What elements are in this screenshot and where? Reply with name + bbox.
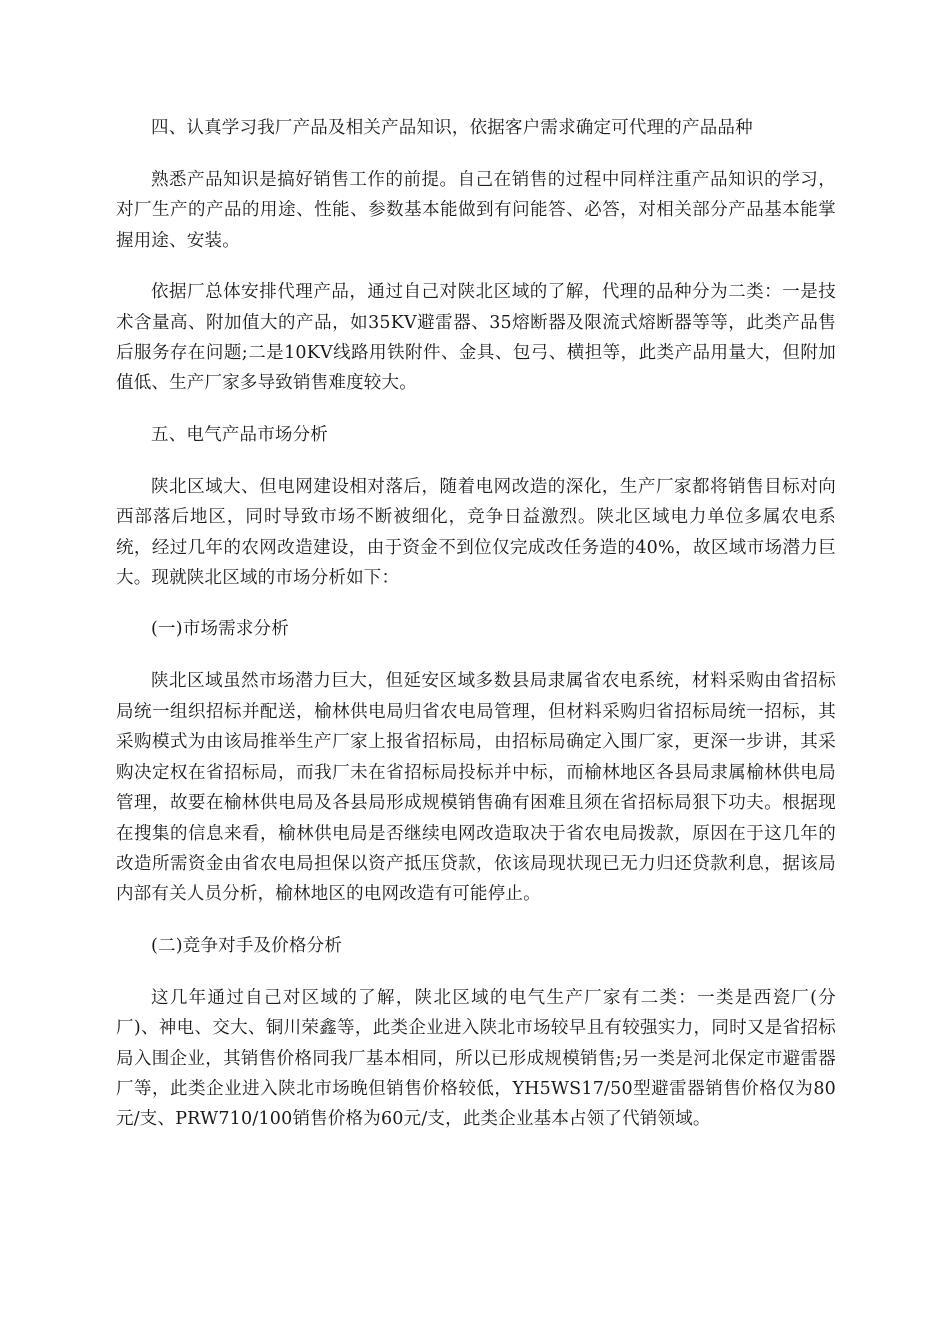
section-4-paragraph-2: 依据厂总体安排代理产品，通过自己对陕北区域的了解，代理的品种分为二类：一是技术含量高、附加值大的产品，如35KV避雷器、35熔断器及限流式熔断器等等，此类产品售后服务存在问题;二是10KV线路用铁附件、金具、包弓、横担等，此类产品用量大，但附加值低、生产厂家多导致销售难度较大。 — [116, 282, 836, 394]
section-5-intro: 陕北区域大、但电网建设相对落后，随着电网改造的深化，生产厂家都将销售目标对向西部落后地区，同时导致市场不断被细化，竞争日益激烈。陕北区域电力单位多属农电系统，经过几年的农网改造建设，由于资金不到位仅完成改任务造的40%，故区域市场潜力巨大。现就陕北区域的市场分析如下： — [116, 476, 836, 589]
subsection-1-heading: (一)市场需求分析 — [151, 619, 289, 640]
subsection-2-heading: (二)竞争对手及价格分析 — [151, 935, 343, 956]
subsection-1-paragraph: 陕北区域虽然市场潜力巨大，但延安区域多数县局隶属省农电系统，材料采购由省招标局统一组织招标并配送，榆林供电局归省农电局管理，但材料采购归省招标局统一招标，其采购模式为由该局推举生产厂家上报省招标局，由招标局确定入围厂家，更深一步讲，其采购决定权在省招标局，而我厂未在省招标局投标并中标，而榆林地区各县局隶属榆林供电局管理，故要在榆林供电局及各县局形成规模销售确有困难且须在省招标局狠下功夫。根据现在搜集的信息来看，榆林供电局是否继续电网改造取决于省农电局拨款，原因在于这几年的改造所需资金由省农电局担保以资产抵压贷款，依该局现状现已无力归还贷款利息，据该局内部有关人员分析，榆林地区的电网改造有可能停止。 — [116, 671, 836, 905]
subsection-2-paragraph: 这几年通过自己对区域的了解，陕北区域的电气生产厂家有二类：一类是西瓷厂(分厂)、神电、交大、铜川荣鑫等，此类企业进入陕北市场较早且有较强实力，同时又是省招标局入围企业，其销售价格同我厂基本相同，所以已形成规模销售;另一类是河北保定市避雷器厂等，此类企业进入陕北市场晚但销售价格较低，YH5WS17/50型避雷器销售价格仅为80元/支、PRW710/100销售价格为60元/支，此类企业基本占领了代销领域。 — [116, 987, 836, 1130]
document-page — [116, 113, 836, 1156]
section-5-heading: 五、电气产品市场分析 — [151, 424, 328, 445]
section-4-heading: 四、认真学习我厂产品及相关产品知识，依据客户需求确定可代理的产品品种 — [151, 118, 753, 138]
section-4-paragraph-1: 熟悉产品知识是搞好销售工作的前提。自己在销售的过程中同样注重产品知识的学习，对厂生产的产品的用途、性能、参数基本能做到有问能答、必答，对相关部分产品基本能掌握用途、安装。 — [116, 170, 836, 251]
